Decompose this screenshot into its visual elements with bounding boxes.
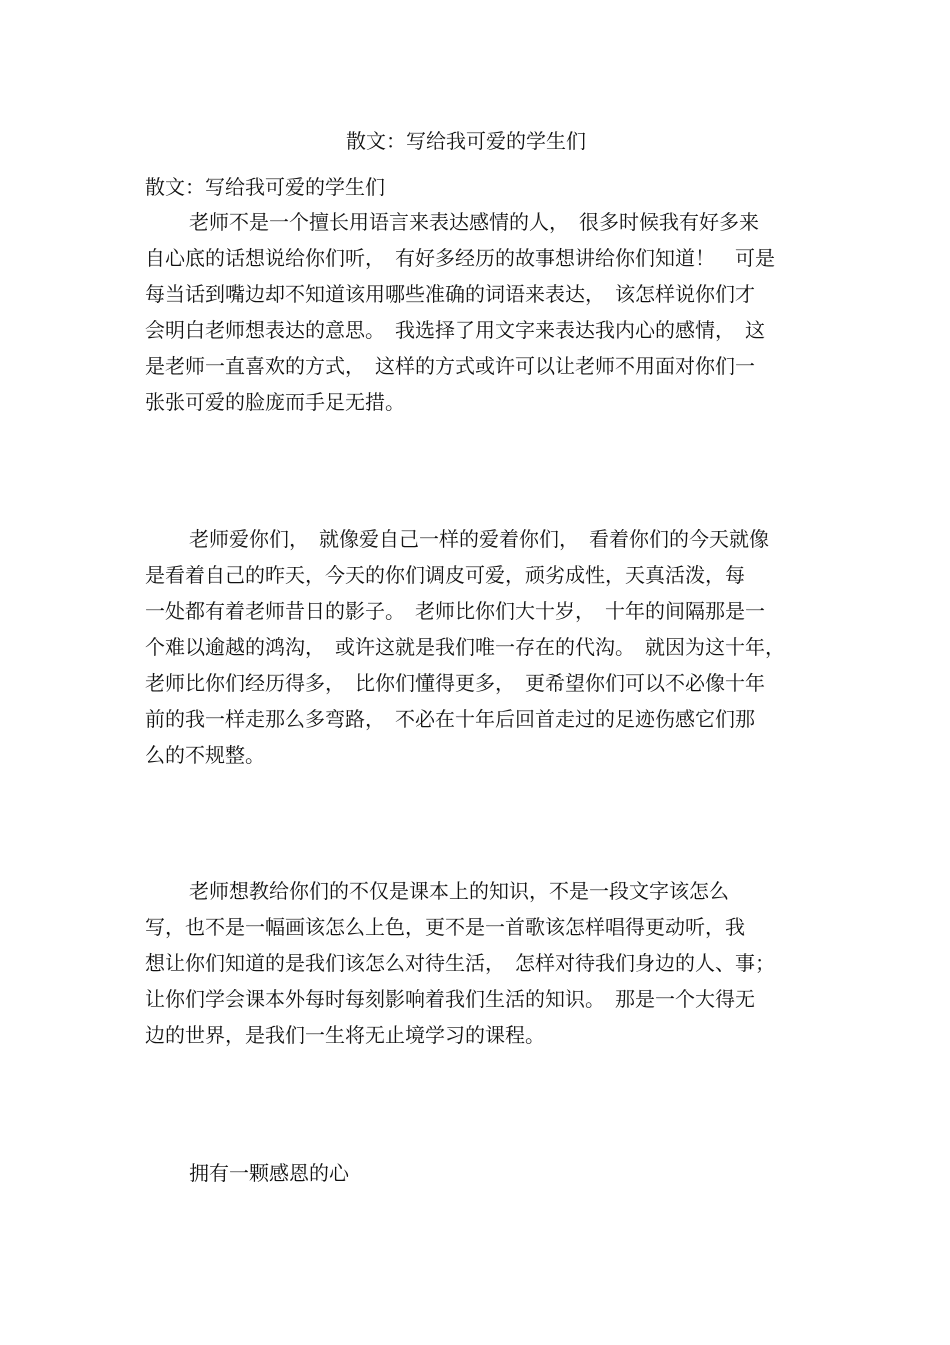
paragraph-4 [145, 1155, 815, 1191]
paragraph-line: 是看着自己的昨天，今天的你们调皮可爱，顽劣成性，天真活泼，每 [145, 563, 745, 587]
paragraph-line: 自心底的话想说给你们听， 有好多经历的故事想讲给你们知道！ 可是 [145, 246, 775, 270]
paragraph-line: 前的我一样走那么多弯路， 不必在十年后回首走过的足迹伤感它们那 [145, 707, 755, 731]
section-heading: 拥有一颗感恩的心 [189, 1161, 349, 1185]
paragraph-line: 么的不规整。 [145, 743, 265, 767]
paragraph-3 [145, 873, 815, 1053]
document-subtitle: 散文：写给我可爱的学生们 [145, 175, 385, 199]
paragraph-1 [145, 204, 815, 420]
paragraph-line: 让你们学会课本外每时每刻影响着我们生活的知识。 那是一个大得无 [145, 987, 755, 1011]
paragraph-line: 老师爱你们， 就像爱自己一样的爱着你们， 看着你们的今天就像 [189, 527, 769, 551]
paragraph-line: 个难以逾越的鸿沟， 或许这就是我们唯一存在的代沟。 就因为这十年， [145, 635, 785, 659]
paragraph-2 [145, 521, 815, 773]
paragraph-line: 写，也不是一幅画该怎么上色，更不是一首歌该怎样唱得更动听，我 [145, 915, 745, 939]
paragraph-line: 会明白老师想表达的意思。 我选择了用文字来表达我内心的感情， 这 [145, 318, 765, 342]
paragraph-line: 张张可爱的脸庞而手足无措。 [145, 390, 405, 414]
paragraph-line: 一处都有着老师昔日的影子。 老师比你们大十岁， 十年的间隔那是一 [145, 599, 765, 623]
paragraph-line: 边的世界，是我们一生将无止境学习的课程。 [145, 1023, 545, 1047]
document-title: 散文：写给我可爱的学生们 [346, 129, 586, 153]
paragraph-line: 老师比你们经历得多， 比你们懂得更多， 更希望你们可以不必像十年 [145, 671, 765, 695]
paragraph-line: 是老师一直喜欢的方式， 这样的方式或许可以让老师不用面对你们一 [145, 354, 755, 378]
paragraph-line: 老师想教给你们的不仅是课本上的知识，不是一段文字该怎么 [189, 879, 729, 903]
paragraph-line: 老师不是一个擅长用语言来表达感情的人， 很多时候我有好多来 [189, 210, 759, 234]
paragraph-line: 每当话到嘴边却不知道该用哪些准确的词语来表达， 该怎样说你们才 [145, 282, 755, 306]
paragraph-line: 想让你们知道的是我们该怎么对待生活， 怎样对待我们身边的人、事； [145, 951, 775, 975]
